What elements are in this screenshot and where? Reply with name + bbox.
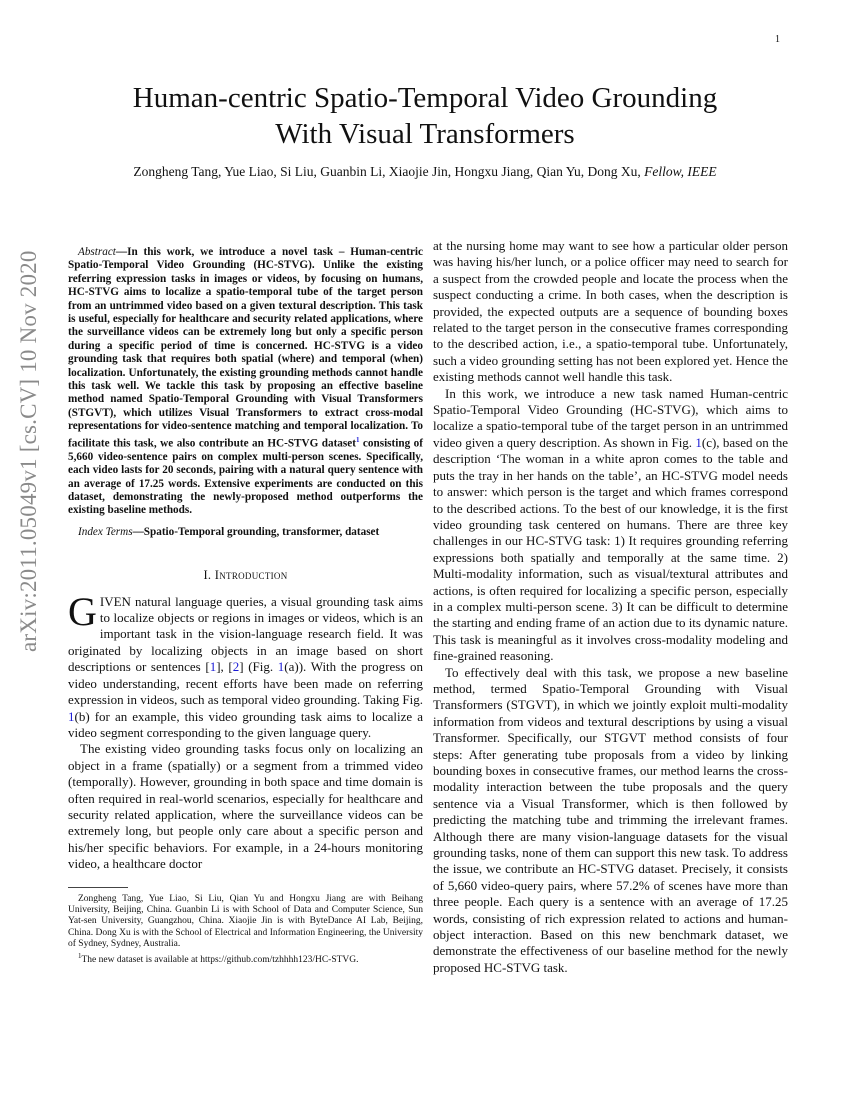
right-paragraph-3: To effectively deal with this task, we propose a new baseline method, termed Spatio-Temporal Grounding with Visual Transformers (STGVT), in which we jointly exploit multi-modality information from videos and textural descriptions by using a visual Transformer. Specifically, our STGVT method consists of four steps: After generating tube proposals from a video by linking bounding boxes in consecutive frames, our method learns the cross-modality interaction between the tube proposals and the query sentence via a Visual Transformer, which is then followed by predicting the matching tube and trimming the irrelevant frames. Although there are many vision-language datasets for the visual grounding tasks, none of them can support this new task. To address the issue, we contribute an HC-STVG dataset. Precisely, it consists of 5,660 video-query pairs, where 57.2% of scenes have more than three people. Each query is a sentence with an average of 17.25 words, consisting of rich expression related to actions and human-object interaction. Based on this new benchmark dataset, we demonstrate the effectiveness of our baseline method for the newly proposed HC-STVG task. bbox=[433, 664, 788, 975]
right-paragraph-2 bbox=[433, 386, 788, 665]
title-line-2: With Visual Transformers bbox=[275, 118, 575, 150]
title-line-1: Human-centric Spatio-Temporal Video Grounding bbox=[132, 82, 718, 114]
authors-suffix: Fellow, IEEE bbox=[644, 164, 717, 179]
index-terms-lead: Index Terms bbox=[78, 525, 133, 538]
footnote-dataset-mark: 1 bbox=[78, 951, 82, 960]
intro-paragraph-2: The existing video grounding tasks focus only on localizing an object in a frame (spatially) or a segment from a trimmed video (temporally). However, grounding in both space and time domain is often required in real-world scenarios, especially for healthcare and security related application, where the surveillance videos can be extremely long, but people only care about a specific person and his/her specific behaviors. For example, in a 24-hours monitoring video, a healthcare doctor bbox=[68, 741, 423, 872]
right-paragraph-1: at the nursing home may want to see how a particular older person was having his/her lunch, or a police officer may need to search for a suspect from the crowded people and locate the process when the suspect conducting a crime. In both cases, when the description is provided, the expected outputs are a sequence of bounding boxes related to the target person in the consecutive frames corresponding to the described action, i.e., a spatio-temporal tube. Unfortunately, such a video grounding setting has not been explored yet. Hence the existing methods cannot well handle this task. bbox=[433, 238, 788, 385]
section-heading-introduction: I. Introduction bbox=[203, 568, 288, 583]
paper-title bbox=[60, 80, 790, 152]
page-number: 1 bbox=[775, 34, 780, 45]
right-column bbox=[433, 238, 788, 976]
intro-paragraph-1 bbox=[68, 588, 423, 742]
intro-p1-text-b: ], [ bbox=[216, 659, 233, 675]
arxiv-identifier: arXiv:2011.05049v1 [cs.CV] 10 Nov 2020 bbox=[16, 250, 41, 652]
left-column bbox=[68, 246, 423, 966]
abstract-text-2: consisting of 5,660 video-sentence pairs on complex multi-person scenes. Specifically, each video lasts for 20 seconds, pairing with a natural query sentence with an average of 17.25 words. Extensive experiments are conducted on this dataset, demonstrating the newly-proposed method outperforms the existing baseline methods. bbox=[68, 437, 423, 517]
index-terms-text: —Spatio-Temporal grounding, transformer, dataset bbox=[132, 525, 380, 538]
abstract-text: —In this work, we introduce a novel task – Human-centric Spatio-Temporal Video Grounding (HC-STVG). Unlike the existing referring expression tasks in images or videos, by focusing on humans, HC-STVG aims to localize a spatio-temporal tube of the target person from an untrimmed video based on a given textural description. This task is useful, especially for healthcare and security related applications, where the surveillance videos can be extremely long but only a specific person during a specific period of time is concerned. HC-STVG is a video grounding task that requires both spatial (where) and temporal (when) localization. Unfortunately, the existing grounding methods cannot handle this task well. We tackle this task by proposing an effective baseline method named Spatio-Temporal Grounding with Visual Transformers (STGVT), which utilizes Visual Transformers to extract cross-modal representations for video-sentence matching and temporal localization. To facilitate this task, we also contribute an HC-STVG dataset bbox=[68, 246, 423, 450]
right-p2-text-b: (c), based on the description ‘The woman in a white apron comes to the table and puts the tray in her hands on the table’, an HC-STVG model needs to answer: which person is the target and which frames correspond to the described actions. To the best of our knowledge, it is the first video grounding task centered on humans. There are three key challenges in our HC-STVG task: 1) It requires grounding referring expressions both spatially and temporally at the same time. 2) Multi-modality information, such as visual/textural attributes and actions, is often required for localizing a specific person, especially in a complex multi-person scene. 3) It can be difficult to determine the starting and ending frame of an action due to its dynamic nature. This task is meaningful as it involves cross-modality modeling and fine-grained reasoning. bbox=[433, 434, 788, 664]
intro-p1-text-d: (a)). With the progress on video understanding, recent efforts have been made on referring expression in videos, such as temporal video grounding. Taking Fig. bbox=[68, 659, 423, 708]
right-p2-text-a: In this work, we introduce a new task named Human-centric Spatio-Temporal Video Grounding (HC-STVG), which aims to localize a spatio-temporal tube of the target person in an untrimmed video given a query description. As shown in Fig. bbox=[433, 385, 788, 450]
index-terms bbox=[68, 526, 423, 539]
footnote-affiliations: Zongheng Tang, Yue Liao, Si Liu, Qian Yu and Hongxu Jiang are with Beihang University, Beijing, China. Guanbin Li is with School of Data and Computer Science, Sun Yat-sen University, Guangzhou, China. Xiaojie Jin is with ByteDance AI Lab, Beijing, China. Dong Xu is with the School of Electrical and Information Engineering, the University of Sydney, Sydney, Australia. bbox=[68, 893, 423, 950]
abstract-footnote-mark[interactable]: 1 bbox=[355, 435, 360, 444]
citation-1[interactable]: 1 bbox=[209, 659, 217, 675]
figure-ref-1a[interactable]: 1 bbox=[277, 659, 285, 675]
intro-p1-text-c: ] (Fig. bbox=[239, 659, 278, 675]
footnote-rule bbox=[68, 887, 128, 888]
abstract bbox=[68, 246, 423, 518]
drop-cap: G bbox=[68, 588, 97, 634]
author-list bbox=[60, 164, 790, 180]
footnote-dataset-text: The new dataset is available at https://github.com/tzhhhh123/HC-STVG. bbox=[81, 954, 359, 965]
authors-names: Zongheng Tang, Yue Liao, Si Liu, Guanbin Li, Xiaojie Jin, Hongxu Jiang, Qian Yu, Dong Xu, bbox=[133, 164, 641, 179]
figure-ref-1c[interactable]: 1 bbox=[695, 434, 702, 450]
footnote-dataset bbox=[68, 951, 423, 967]
figure-ref-1b[interactable]: 1 bbox=[68, 708, 75, 724]
intro-p1-text-e: (b) for an example, this video grounding task aims to localize a video segment corresponding to the given language query. bbox=[68, 708, 423, 740]
abstract-lead: Abstract bbox=[78, 246, 116, 258]
intro-p1-text-a: IVEN natural language queries, a visual grounding task aims to localize objects or regions in images or videos, which is an important task in the vision-language research field. It was originated by localizing objects in an image based on short descriptions or sentences [ bbox=[68, 593, 423, 675]
citation-2[interactable]: 2 bbox=[232, 659, 240, 675]
